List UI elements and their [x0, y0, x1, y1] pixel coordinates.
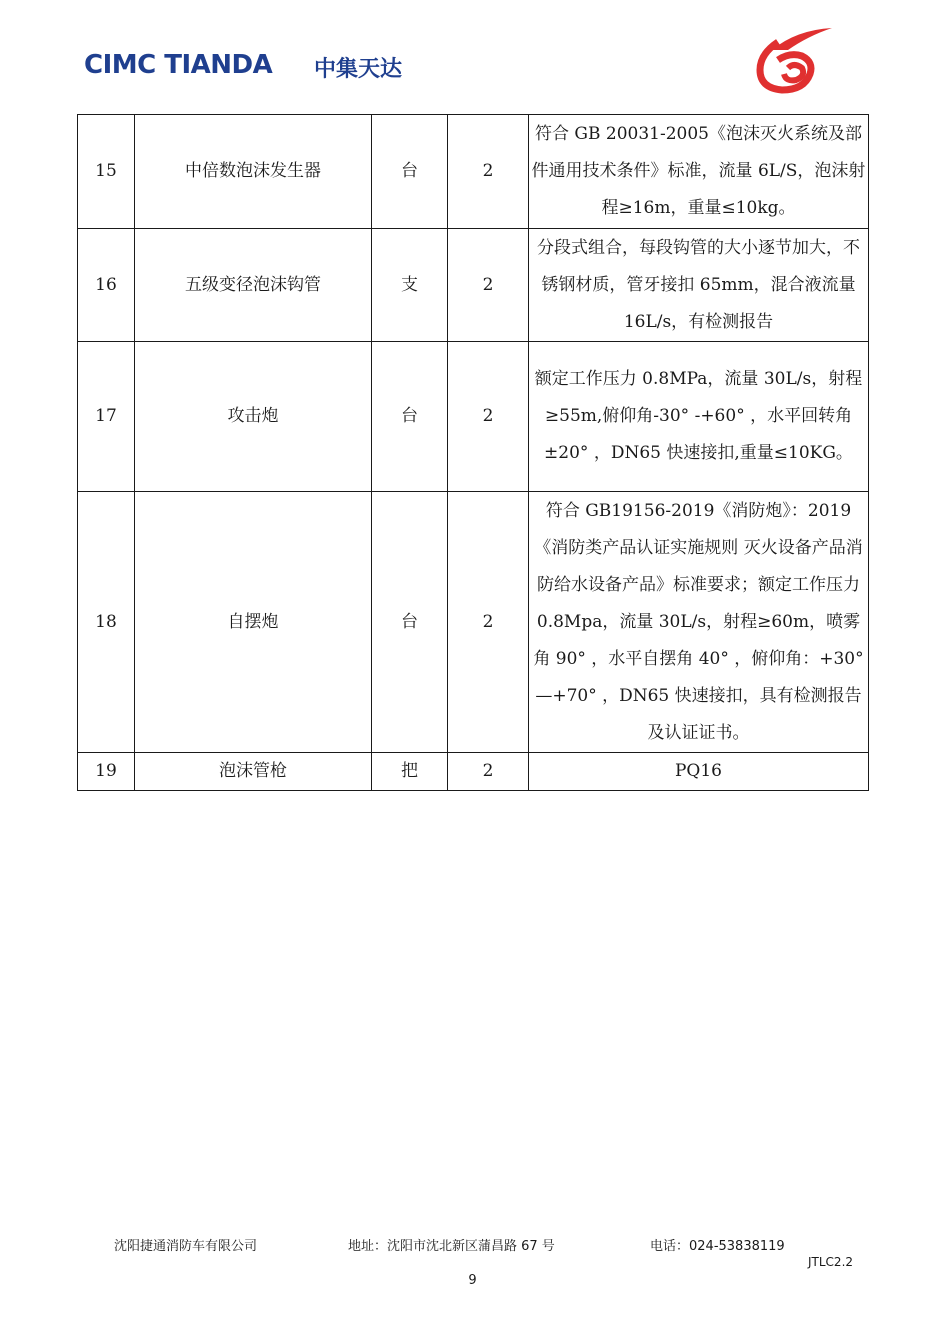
row-number: 17 — [78, 342, 135, 492]
document-code: JTLC2.2 — [808, 1255, 854, 1269]
page-header — [0, 0, 945, 110]
table-row — [78, 753, 869, 791]
item-unit: 台 — [372, 492, 448, 753]
item-description: 符合 GB 20031-2005《泡沫灭火系统及部件通用技术条件》标准，流量 6L/S，泡沫射程≥16m，重量≤10kg。 — [529, 115, 869, 229]
footer-company: 沈阳捷通消防车有限公司 — [114, 1239, 258, 1254]
item-quantity: 2 — [448, 229, 529, 342]
item-name: 攻击炮 — [135, 342, 372, 492]
page-number: 9 — [468, 1273, 477, 1288]
table-row — [78, 492, 869, 753]
item-name: 泡沫管枪 — [135, 753, 372, 791]
item-description: PQ16 — [529, 753, 869, 791]
item-name: 中倍数泡沫发生器 — [135, 115, 372, 229]
item-description: 符合 GB19156-2019《消防炮》：2019《消防类产品认证实施规则 灭火设备产品消防给水设备产品》标准要求；额定工作压力 0.8Mpa，流量 30L/s，射程≥60m，喷雾角 90° ，水平自摆角 40° ，俯仰角：+30° —+70° ，DN65 快速接扣，具有检测报告及认证证书。 — [529, 492, 869, 753]
item-quantity: 2 — [448, 492, 529, 753]
equipment-table — [77, 114, 869, 791]
item-quantity: 2 — [448, 753, 529, 791]
table-row — [78, 115, 869, 229]
row-number: 19 — [78, 753, 135, 791]
item-unit: 台 — [372, 342, 448, 492]
item-unit: 台 — [372, 115, 448, 229]
table-row — [78, 342, 869, 492]
item-name: 五级变径泡沫钩管 — [135, 229, 372, 342]
footer-phone: 电话：024-53838119 — [650, 1239, 785, 1254]
row-number: 16 — [78, 229, 135, 342]
footer-address: 地址：沈阳市沈北新区蒲昌路 67 号 — [348, 1239, 555, 1254]
row-number: 18 — [78, 492, 135, 753]
table-row — [78, 229, 869, 342]
row-number: 15 — [78, 115, 135, 229]
item-quantity: 2 — [448, 342, 529, 492]
item-description: 额定工作压力 0.8MPa，流量 30L/s，射程≥55m,俯仰角-30° -+60° ，水平回转角±20° ，DN65 快速接扣,重量≤10KG。 — [529, 342, 869, 492]
item-quantity: 2 — [448, 115, 529, 229]
item-unit: 把 — [372, 753, 448, 791]
item-description: 分段式组合，每段钩管的大小逐节加大，不锈钢材质，管牙接扣 65mm，混合液流量 16L/s，有检测报告 — [529, 229, 869, 342]
brand-name-cn: 中集天达 — [314, 57, 403, 82]
item-name: 自摆炮 — [135, 492, 372, 753]
brand-name-en: CIMC TIANDA — [84, 50, 273, 80]
cimc-logo-icon — [748, 24, 834, 96]
item-unit: 支 — [372, 229, 448, 342]
